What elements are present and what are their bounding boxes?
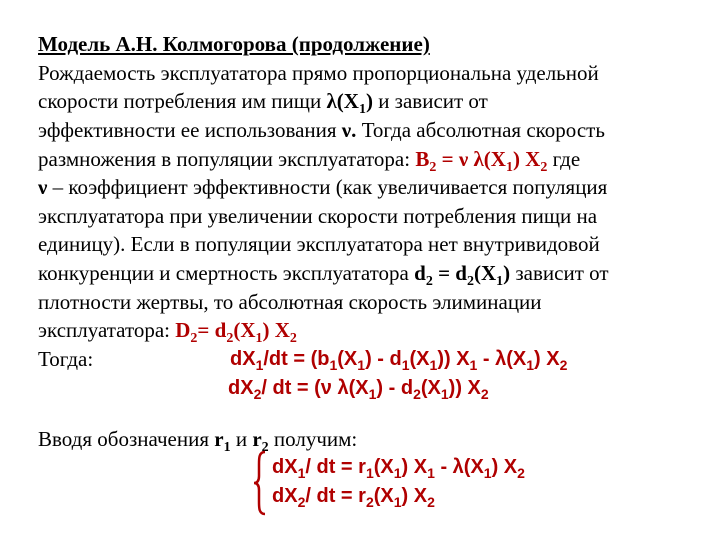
body-line-8: конкуренции и смертность эксплуататора $d_2 = d_2(X_1)$ зависит от: [38, 261, 609, 289]
elimination-formula: $D_2= d_2(X_1)$ $X_2$: [175, 318, 297, 346]
body-line-2: скорости потребления им пищи $\lambda(Х_1)$ и зависит от: [38, 89, 488, 117]
system-equation-2: $dX_2/$ dt = $r_2(X_1)$ $X_2$: [272, 485, 435, 510]
intro-line: Вводя обозначения $r_1$ и $r_2$ получим:: [38, 427, 358, 455]
body-line-1: Рождаемость эксплуататора прямо пропорциональна удельной: [38, 61, 599, 85]
body-line-11: Тогда:: [38, 347, 94, 371]
slide-title: Модель А.Н. Колмогорова (продолжение): [38, 32, 430, 56]
system-brace: [253, 450, 267, 516]
equation-1: $dX_1/dt = (b_1(X_1) - d_1(X_1))$ $X_1 - \lambda(X_1)$ $X_2$: [230, 348, 568, 373]
body-line-7: единицу). Если в популяции эксплуататора нет внутривидовой: [38, 232, 600, 256]
body-line-9: плотности жертвы, то абсолютная скорость элиминации: [38, 290, 542, 314]
body-line-3: эффективности ее использования ν. Тогда абсолютная скорость: [38, 118, 605, 142]
body-line-10: эксплуататора: $D_2= d_2(X_1)$ $X_2$: [38, 318, 297, 346]
birth-rate-formula: $B_2 = \nu$ $\lambda(X_1)$ $X_2$: [415, 147, 548, 175]
equation-2: $dX_2/$ dt = (ν $\lambda(X_1) - d_2(X_1)$) $X_2$: [228, 377, 489, 402]
body-line-5: ν – коэффициент эффективности (как увеличивается популяция: [38, 175, 608, 199]
body-line-4: размножения в популяции эксплуататора: $B_2 = \nu$ $\lambda(X_1)$ $X_2$ где: [38, 147, 581, 175]
mortality-formula: $d_2 = d_2(X_1)$: [414, 261, 511, 289]
system-equation-1: $dX_1/$ dt = $r_1(X_1)$ $X_1 - \lambda(X_1)$ $X_2$: [272, 456, 525, 481]
body-line-6: эксплуататора при увеличении скорости потребления пищи на: [38, 204, 598, 228]
